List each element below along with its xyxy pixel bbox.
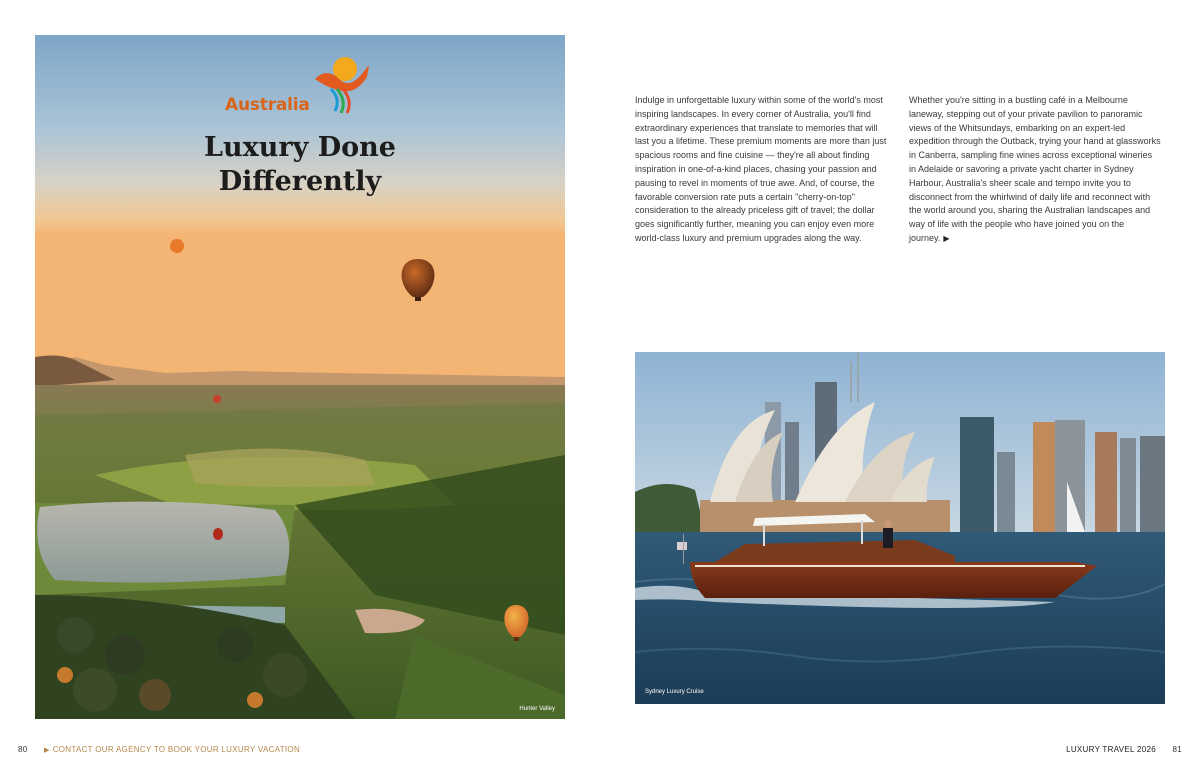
kangaroo-logo-icon [309, 55, 375, 117]
australia-logo [225, 55, 385, 125]
cta-arrow-icon: ▶ [44, 747, 50, 754]
magazine-title: LUXURY TRAVEL 2026 [1066, 745, 1156, 754]
logo-wordmark: Australia [225, 95, 310, 115]
cta-text: CONTACT OUR AGENCY TO BOOK YOUR LUXURY VACATION [52, 745, 301, 754]
hero-caption: Hunter Valley [519, 706, 555, 712]
cta-link[interactable] [44, 745, 300, 754]
article-column-2 [909, 94, 1161, 246]
hero-headline [35, 131, 565, 199]
hero-photo [35, 35, 565, 719]
article-column-1 [635, 94, 887, 246]
photo-caption: Sydney Luxury Cruise [645, 689, 704, 695]
page-number-left: 80 [18, 745, 28, 754]
article-paragraph-2: Whether you're sitting in a bustling café in a Melbourne laneway, stepping out of your private pavilion to panoramic views of the Whitsundays, embarking on an expert-led expedition through the Outback, trying your hand at glassworks in Canberra, sampling fine wines across exceptional wineries in Adelaide or savoring a private yacht charter in Sydney Harbour, Australia's sheer scale and tempo invite you to disconnect from the whirlwind of daily life and reconnect with the world around you, sharing the Australian landscapes and way of life with the people who have joined you on the journey. [909, 95, 1161, 243]
page-number-right: 81 [1172, 745, 1182, 754]
sydney-photo [635, 352, 1165, 704]
headline-line-2: Differently [218, 166, 382, 197]
headline-line-1: Luxury Done [204, 132, 396, 163]
end-arrow-icon: ▶ [943, 233, 950, 243]
sydney-cruise-image [635, 352, 1165, 704]
article-paragraph-1: Indulge in unforgettable luxury within some of the world's most inspiring landscapes. In every corner of Australia, you'll find extraordinary experiences that translate to memories that will last you a lifetime. These premium moments are more than just spacious rooms and fine cuisine — they're all about finding inspiration in one-of-a-kind places, chasing your passion and pausing to revel in moments of true awe. And, of course, the favorable conversion rate puts a certain "cherry-on-top" consideration to the already priceless gift of travel; the dollar goes significantly further, meaning you can enjoy even more world-class luxury and premium upgrades along the way. [635, 95, 887, 243]
